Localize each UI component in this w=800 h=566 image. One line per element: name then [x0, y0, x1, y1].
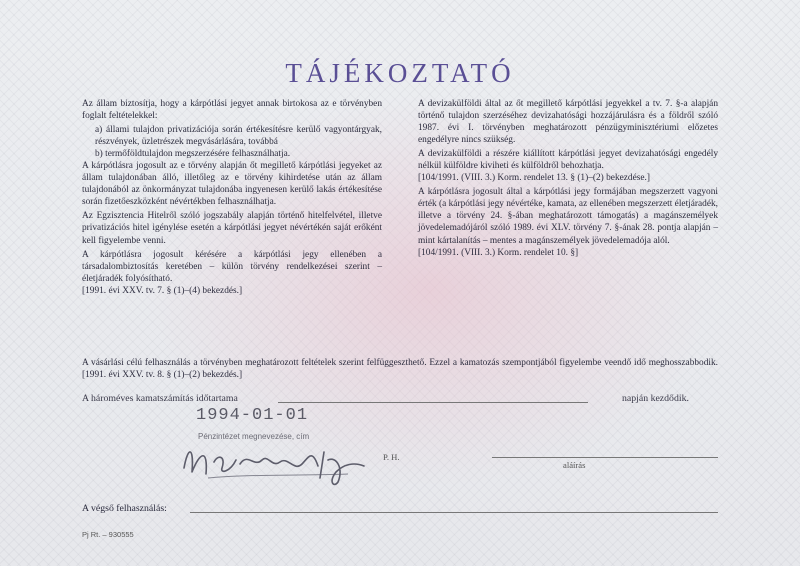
- suspension-paragraph: A vásárlási célú felhasználás a törvényben meghatározott feltételek szerint felfüggeszthető. Ezzel a kamatozás szempontjából figyelembe veendő idő meghosszabbodik. [1991. évi XXV. tv. 8. § (1)–(2) bekezdés.]: [82, 358, 718, 381]
- right-paragraph-2-reference: [104/1991. (VIII. 3.) Korm. rendelet 13. § (1)–(2) bekezdése.]: [418, 173, 650, 184]
- interest-period-suffix: napján kezdődik.: [622, 393, 689, 404]
- left-item-b: b) termőföldtulajdon megszerzésére felhasználhatja.: [95, 149, 291, 160]
- right-paragraph-1: A devizakülföldi által az őt megillető kárpótlási jegyekkel a tv. 7. §-a alapján történő tulajdon szerzéséhez devizahatósági hozzájárulásra és a földről szóló 1987. évi I. törvényben meghatározott pénzügyminisztériumi előzetes engedélyre nincs szükség.: [418, 99, 718, 146]
- interest-period-fill-line: [278, 402, 588, 403]
- ph-stamp-label: P. H.: [383, 452, 400, 462]
- left-paragraph-3-reference: [1991. évi XXV. tv. 7. § (1)–(4) bekezdés.]: [82, 285, 243, 296]
- left-column: [82, 98, 382, 299]
- right-paragraph-2: A devizakülföldi a részére kiállított kárpótlási jegyet devizahatósági engedély nélkül külföldre kiviheti és külföldről behozhatja.: [418, 149, 718, 172]
- handwritten-signature: [178, 438, 378, 486]
- left-intro: Az állam biztosítja, hogy a kárpótlási jegyet annak birtokosa az e törvényben foglalt feltételekkel:: [82, 99, 382, 122]
- right-paragraph-3-reference: [104/1991. (VIII. 3.) Korm. rendelet 10. §]: [418, 247, 579, 258]
- right-column: [418, 98, 718, 261]
- signature-line: [492, 457, 718, 458]
- final-use-row: [82, 503, 718, 514]
- document-title: TÁJÉKOZTATÓ: [285, 58, 515, 88]
- printer-mark: Pj Rt. – 930555: [82, 530, 134, 539]
- final-use-fill-line: [190, 512, 718, 513]
- right-paragraph-3: A kárpótlásra jogosult által a kárpótlási jegy formájában megszerzett vagyoni érték (a kárpótlási jegy névértéke, kamata, az ellenében megszerzett életjáradék, illetve a törvény 24. §-ában meghatározott támogatás) a magánszemélyek jövedelemadójáról szóló 1989. évi XLV. törvény 7. §-ának 28. pontja alapján – mint kártalanítás – mentes a magánszemélyek jövedelemadója alól.: [418, 187, 718, 246]
- date-stamp: 1994-01-01: [196, 406, 309, 425]
- left-paragraph-3: A kárpótlásra jogosult kérésére a kárpótlási jegy ellenében a társadalombiztosítás keretében – külön törvény rendelkezései szerint – életjáradék folyósítható.: [82, 249, 382, 284]
- interest-period-row: [82, 393, 718, 404]
- signature-label: aláírás: [563, 460, 586, 470]
- interest-period-label: A hároméves kamatszámítás időtartama: [82, 393, 238, 404]
- final-use-label: A végső felhasználás:: [82, 503, 167, 514]
- left-item-a: a) állami tulajdon privatizációja során értékesítésre kerülő vagyontárgyak, részvények, üzletrészek megvásárlására, továbbá: [95, 125, 382, 148]
- bank-stamp-text: Pénzintézet megnevezése, cím: [198, 432, 310, 441]
- left-paragraph-2: Az Egzisztencia Hitelről szóló jogszabály alapján történő hitelfelvétel, illetve privatizációs hitel igénylése esetén a kárpótlási jegyet névértékén saját erőként kell figyelembe venni.: [82, 211, 382, 246]
- left-paragraph-1: A kárpótlásra jogosult az e törvény alapján őt megillető kárpótlási jegyeket az állam tulajdonában álló, illetőleg az e törvény kihirdetése után az állam tulajdonából az önkormányzat tulajdonába ingyenesen kerülő lakás értékesítése során fizetőeszközként névértékben felhasználhatja.: [82, 161, 382, 208]
